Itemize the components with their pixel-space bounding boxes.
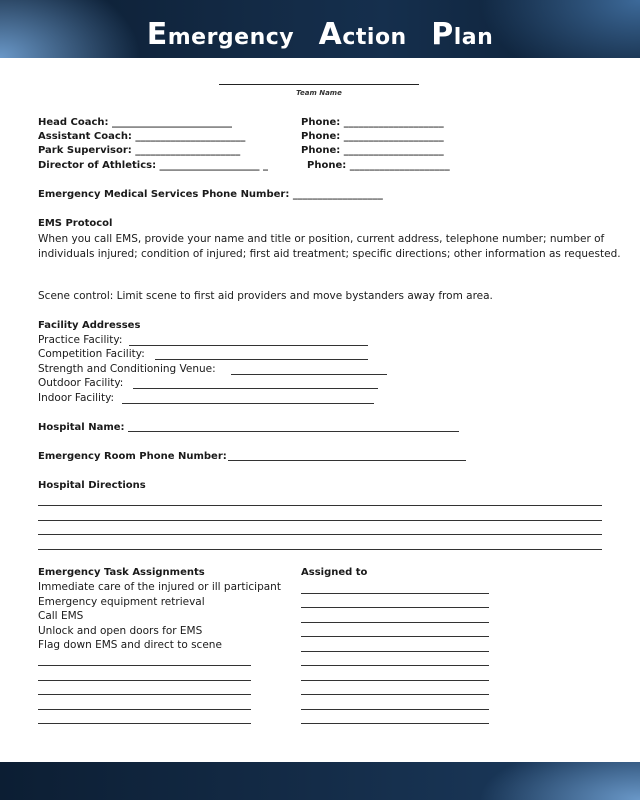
practice-facility-line[interactable] [129,345,368,346]
team-name-field[interactable] [219,84,419,85]
ems-protocol-heading: EMS Protocol [38,218,113,229]
directions-line[interactable] [38,534,602,535]
assigned-to-line[interactable] [301,709,489,710]
ems-protocol-text: When you call EMS, provide your name and title or position, current address, telephone number; number of individuals injured; condition of injured; first aid treatment; specific directions; other information as requested. [38,233,621,260]
assigned-to-line[interactable] [301,622,489,623]
task-assignments-heading: Emergency Task Assignments [38,567,205,578]
title-initial-p: P [431,17,454,52]
header-banner [0,0,640,58]
facility-label: Competition Facility: [38,348,145,360]
park-supervisor-phone: Phone: ____________________ [301,145,444,156]
directions-line[interactable] [38,505,602,506]
assigned-to-line[interactable] [301,593,489,594]
director-field: Director of Athletics: ____________________ _ [38,160,269,171]
indoor-facility-line[interactable] [122,403,374,404]
assigned-to-line[interactable] [301,636,489,637]
park-supervisor-field: Park Supervisor: _____________________ [38,145,241,156]
title-word-3: lan [453,25,494,50]
assistant-coach-field: Assistant Coach: ______________________ [38,131,246,142]
task-item: Emergency equipment retrieval [38,596,205,608]
extra-task-line[interactable] [38,680,251,681]
page-title [0,17,640,52]
assigned-to-line[interactable] [301,607,489,608]
task-item: Flag down EMS and direct to scene [38,639,222,651]
directions-line[interactable] [38,549,602,550]
head-coach-phone: Phone: ____________________ [301,117,444,128]
assigned-to-line[interactable] [301,680,489,681]
directions-line[interactable] [38,520,602,521]
task-item: Unlock and open doors for EMS [38,625,203,637]
scene-control-text: Scene control: Limit scene to first aid providers and move bystanders away from area. [38,290,493,302]
team-name-label: Team Name [296,89,342,97]
title-word-2: ction [342,25,407,50]
extra-task-line[interactable] [38,694,251,695]
title-initial-e: E [146,17,168,52]
strength-venue-line[interactable] [231,374,387,375]
er-phone-label: Emergency Room Phone Number: [38,451,227,462]
assistant-coach-phone: Phone: ____________________ [301,131,444,142]
footer-banner [0,762,640,800]
assigned-to-line[interactable] [301,694,489,695]
competition-facility-line[interactable] [155,359,368,360]
extra-task-line[interactable] [38,723,251,724]
hospital-name-label: Hospital Name: [38,422,125,433]
facility-label: Practice Facility: [38,334,123,346]
task-item: Immediate care of the injured or ill participant [38,581,281,593]
assigned-to-line[interactable] [301,651,489,652]
title-initial-a: A [318,17,343,52]
head-coach-field: Head Coach: ________________________ [38,117,233,128]
er-phone-line[interactable] [228,460,466,461]
hospital-name-line[interactable] [128,431,459,432]
facility-label: Strength and Conditioning Venue: [38,363,216,375]
ems-phone-field: Emergency Medical Services Phone Number: __________________ [38,189,383,200]
facility-label: Indoor Facility: [38,392,115,404]
director-phone: Phone: ____________________ [307,160,450,171]
assigned-to-heading: Assigned to [301,567,368,578]
facility-addresses-heading: Facility Addresses [38,320,141,331]
task-item: Call EMS [38,610,84,622]
extra-task-line[interactable] [38,665,251,666]
hospital-directions-heading: Hospital Directions [38,480,146,491]
extra-task-line[interactable] [38,709,251,710]
assigned-to-line[interactable] [301,665,489,666]
outdoor-facility-line[interactable] [133,388,378,389]
assigned-to-line[interactable] [301,723,489,724]
facility-label: Outdoor Facility: [38,377,124,389]
title-word-1: mergency [167,25,295,50]
